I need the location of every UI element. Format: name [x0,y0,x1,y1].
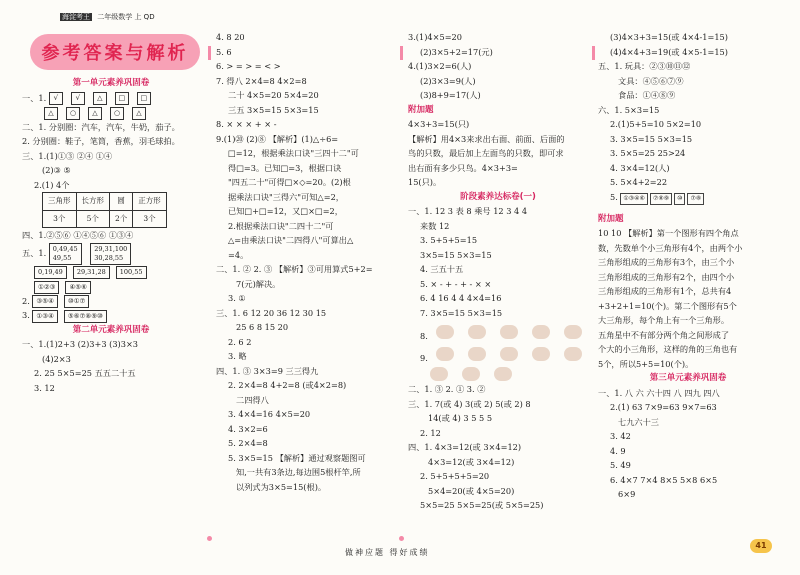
answer-line: 7. 得八 2×4=8 4×2=8 [216,75,307,86]
answer-line: 四、1.②⑤⑥ ①④⑤⑥ ①③④ [22,230,134,240]
unit2-title: 第二单元素养巩固卷 [72,324,150,335]
shape-count-table [42,192,167,228]
animal-picture [436,347,454,361]
answer-line: 知,一共有3条边,每边围5根杆竿,所 [236,467,361,477]
answer-line: 三、1. 7(或 4) 3(或 2) 5(或 2) 8 [408,398,531,409]
answer-line: 三角形组成的三角形有2个，由四个小 [598,271,735,282]
animal-picture [468,347,486,361]
column-4 [598,30,778,502]
extra-title: 附加题 [598,213,624,224]
answer-line: 2. 25 5×5=25 五五二十五 [34,368,136,378]
sketch-box: ⑦⑧ [687,193,704,205]
sketch-box: ①③④⑥ [620,193,648,205]
answer-line: 6. > = > = < > [216,61,281,71]
animal-picture [500,325,518,339]
answer-line: 四、1. 4×3=12(或 3×4=12) [408,442,522,452]
answer-line: 二、1. ③ 2. ① 3. ② [408,384,486,394]
answer-line: 得□=3。已知□=3，根据口诀 [228,162,342,173]
answer-line: 四、1. ③ 3×3=9 三三得九 [216,365,319,376]
animal-picture [468,325,486,339]
animal-picture [564,325,582,339]
answer-label: 8. [420,331,428,341]
answer-line: 文具：④⑤⑥⑦⑨ [618,75,684,86]
answer-label: 2. [22,295,30,306]
table-cell: 圆 [110,193,133,211]
answer-line: 3. 4×4=16 4×5=20 [228,409,311,419]
answer-line: 4×3=12(或 3×4=12) [428,456,515,467]
divider-bar [592,46,595,60]
table-cell: 5个 [76,210,110,228]
animal-picture [494,367,512,381]
answer-box: □ [115,92,129,105]
answer-box: ○ [66,107,80,120]
number-group-box [49,243,82,265]
answer-line: 2. 6 2 [228,336,252,347]
answer-line: 五、1. 玩具：②③⑩⑪⑫ [598,61,691,71]
answer-line: 五角星中不有部分两个角之间形成了 [598,329,730,340]
answer-banner [30,34,200,70]
answer-line: (4)4×4+3=19(或 4×5-1=15) [610,46,728,57]
answer-line: 5×5=25 5×5=25(或 5×5=25) [420,500,544,510]
extra-title: 附加题 [408,104,434,115]
animal-picture [532,347,550,361]
answer-line: 5. 6 [216,46,232,57]
answer-line: 9.(1)⑳ (2)⑧ 【解析】(1)△÷6= [216,133,339,144]
table-cell: 长方形 [76,193,110,211]
answer-line: 一、1. 12 3 表 8 乘号 12 3 4 4 [408,206,528,216]
table-cell: 3个 [43,210,77,228]
answer-label: 3. [22,310,30,320]
answer-line: 2.(1) 63 7×9=63 9×7=63 [610,402,717,412]
answer-line: 5. × - + - + - × × [420,278,492,289]
answer-line: △=由乘法口诀"二四得八"可算出△ [228,235,354,245]
answer-line: 食品：①④⑧⑨ [618,90,676,100]
column-3 [408,30,588,513]
answer-line: 5. 5×4+2=22 [610,177,668,187]
number-group-box [90,243,131,265]
answer-line: 5. 2×4=8 [228,438,268,448]
animal-picture [500,347,518,361]
answer-line: 3. 略 [228,351,247,361]
answer-line: 七九六十三 [618,416,659,427]
answer-line: 二、1. 分别圈：汽车，汽车，牛奶，茄子。 [22,121,180,132]
answer-line: (2)3×5+2=17(元) [420,46,493,57]
answer-box: △ [88,107,102,120]
answer-line: 三角形组成的三角形有3个，由三个小 [598,257,735,267]
answer-line: 以列式为3×5=15(根)。 [236,481,327,492]
answer-label: 五、1. [22,247,47,258]
answer-line: 大三角形，每个角上有一个三角形。 [598,315,730,325]
answer-line: 5. 49 [610,460,631,470]
answer-line: 2.(1) 4个 [34,179,70,190]
table-cell: 正方形 [133,193,167,211]
answer-box: ○ [110,107,124,120]
publisher-tag: 海淀考王 [62,13,90,21]
answer-line: 2. 5+5+5+5=20 [420,471,490,481]
answer-line: 4.(1)3×2=6(人) [408,61,472,71]
divider-bar [208,46,211,60]
answer-line: 3. 5×5=25 25>24 [610,148,686,158]
answer-line: 三、1.(1)①③ ②④ ①④ [22,150,113,161]
animal-picture [532,325,550,339]
answer-line: 3. 42 [610,431,631,441]
answer-line: 3×5=15 5×3=15 [420,249,492,260]
tree-node: ①③④ [32,310,57,323]
answer-line: (2)③ ⑤ [42,165,71,175]
answer-line: +3+2+1=10(个)。第二个图形有5个 [598,300,737,311]
footer-slogan: 做神应题 得好成绩 [345,548,430,557]
answer-line: 5×4=20(或 4×5=20) [428,485,515,496]
answer-line: 4. 9 [610,445,626,456]
picture-row [408,342,588,364]
answer-line [22,243,200,265]
answer-line: □=12，根据乘法口诀"三四十二"可 [228,148,359,158]
tree-node: ⑤⑥⑦⑧⑨⑩ [64,310,107,323]
answer-line: =4。 [228,249,249,260]
answer-line: 15(只)。 [408,177,442,187]
answer-line: 6. 4 16 4 4 4×4=16 [420,293,502,303]
answer-line: 【解析】用4×3来求出右面、前面、后面的 [408,133,565,144]
answer-line: 三角形组成的三角形有1个，总共有4 [598,286,732,296]
answer-box: √ [49,92,63,105]
answer-line: 来数 12 [420,220,450,231]
answer-line: 3. 3×5=15 5×3=15 [610,133,693,144]
answer-line: 7. 3×5=15 5×3=15 [420,307,503,318]
group-text: 30,28,55 [94,253,124,262]
tree-node: ⑩①⑦ [64,295,89,308]
answer-line: 5个，所以5+5=10(个)。 [598,358,694,369]
answer-line: 3. 5+5+5=15 [420,235,478,245]
answer-line: 6×9 [618,489,636,499]
answer-line: 二四得八 [236,394,269,405]
answer-line: 2. 分别圈：鞋子，笔筒，香蕉，羽毛球拍。 [22,136,180,146]
answer-line: "四五二十"可得□×◇=20。(2)根 [228,177,351,187]
answer-line: 4. 8 20 [216,32,245,42]
answer-line: 7(元)解决。 [236,278,281,289]
answer-label: 9. [420,353,428,363]
unit1-title: 第一单元素养巩固卷 [72,78,150,88]
answer-line: 4. 3×2=6 [228,423,268,434]
tree-node: ③⑤④ [32,295,57,308]
table-cell: 2个 [110,210,133,228]
answer-line: 3. 12 [34,382,55,393]
banner-title: 参考答案与解析 [41,43,189,64]
table-cell: 三角形 [43,193,77,211]
group-text: 29,31,100 [94,244,128,253]
answer-line: 6. 4×7 7×4 8×5 5×8 6×5 [610,474,718,485]
answer-line: 8. × × × + × - [216,119,277,129]
divider-dot [207,536,212,541]
picture-row [408,320,588,342]
book-title: 二年级数学 上 QD [97,13,155,21]
answer-line: 4. 3×4=12(人) [610,162,670,173]
number-group-box: 0,19,49 [34,266,67,279]
answer-line: 5. 3×5=15 【解析】通过观察题图可 [228,452,366,463]
group-text: 49,55 [52,253,72,262]
answer-line [22,279,200,294]
answer-line: 二十 4×5=20 5×4=20 [228,90,319,100]
stage-title: 阶段素养达标卷(一) [460,191,536,202]
column-2 [216,30,394,494]
answer-line: 2.(1)5+5=10 5×2=10 [610,119,702,129]
number-group-box: 29,31,28 [73,266,110,279]
answer-line: 2.根据乘法口诀"二四十二"可 [228,220,334,231]
answer-line: 3.(1)4×5=20 [408,32,462,42]
answer-line: 二、1. ② 2. ③ 【解析】③可用算式5+2= [216,264,373,274]
divider-bar [400,46,403,60]
answer-line: 3. ① [228,293,246,303]
answer-box: △ [132,107,146,120]
table-cell: 3个 [133,210,167,228]
number-group-box: 100,55 [116,266,147,279]
answer-line: 三、1. 6 12 20 36 12 30 15 [216,307,327,318]
answer-line: 4. 三五十五 [420,264,464,274]
answer-line [22,294,200,309]
animal-picture [436,325,454,339]
answer-line: 鸟的只数，最后加上左面鸟的只数，即可求 [408,148,564,158]
sketch-box: ⑦⑧⑨ [650,193,672,205]
answer-line: 一、1.(1)2+3 (2)3+3 (3)3×3 [22,339,139,349]
answer-line [22,308,200,323]
unit3-title: 第三单元素养巩固卷 [649,373,727,383]
tree-node: ④⑤⑥ [65,281,90,294]
shape-row: 一、1. √ √ △ □ □ [22,91,200,106]
picture-row [408,364,588,382]
answer-line: 出右面有多少只鸟。4×3+3= [408,162,518,173]
answer-line: 25 6 8 15 20 [236,322,289,332]
answer-box: □ [137,92,151,105]
answer-line: 2. 2×4=8 4+2=8 (或4×2=8) [228,380,347,390]
group-text: 0,49,45 [52,244,78,253]
answer-box: △ [93,92,107,105]
answer-line: (3)4×3+3=15(或 4×4-1=15) [610,32,728,42]
sketch-box: ⑩ [674,193,685,205]
answer-line: 据乘法口诀"三得六"可知△=2， [228,191,344,202]
column-1 [22,76,200,395]
answer-line: (4)2×3 [42,353,71,364]
shape-row [22,105,200,120]
answer-line: (3)8+9=17(人) [420,90,481,100]
page-header [60,12,155,22]
answer-line: 10 10 【解析】第一个图形有四个角点 [598,228,739,238]
answer-line: 14(或 4) 3 5 5 5 [428,413,493,423]
answer-box: △ [44,107,58,120]
answer-line: 4×3+3=15(只) [408,119,470,129]
answer-box: √ [71,92,85,105]
answer-line: 已知□+□=12，又□×□=2， [228,206,343,216]
answer-label: 5. [610,191,618,202]
answer-line: 个大的小三角形，这样的角的三角也有 [598,344,738,354]
animal-picture [462,367,480,381]
answer-line: 2. 12 [420,427,441,438]
page-number: 41 [750,539,772,553]
answer-line: (2)3×3=9(人) [420,75,476,86]
answer-line: 数，先数单个小三角形有4个，由两个小 [598,242,743,253]
animal-picture [564,347,582,361]
answer-line [598,190,778,212]
answer-line: 一、1. 八 六 六十四 八 四九 四八 [598,387,720,398]
answer-line: 三五 3×5=15 5×3=15 [228,104,319,115]
animal-picture [430,367,448,381]
answer-line: 六、1. 5×3=15 [598,104,660,115]
tree-node: ①②③ [34,281,59,294]
divider-dot [399,536,404,541]
answer-line [22,265,200,280]
